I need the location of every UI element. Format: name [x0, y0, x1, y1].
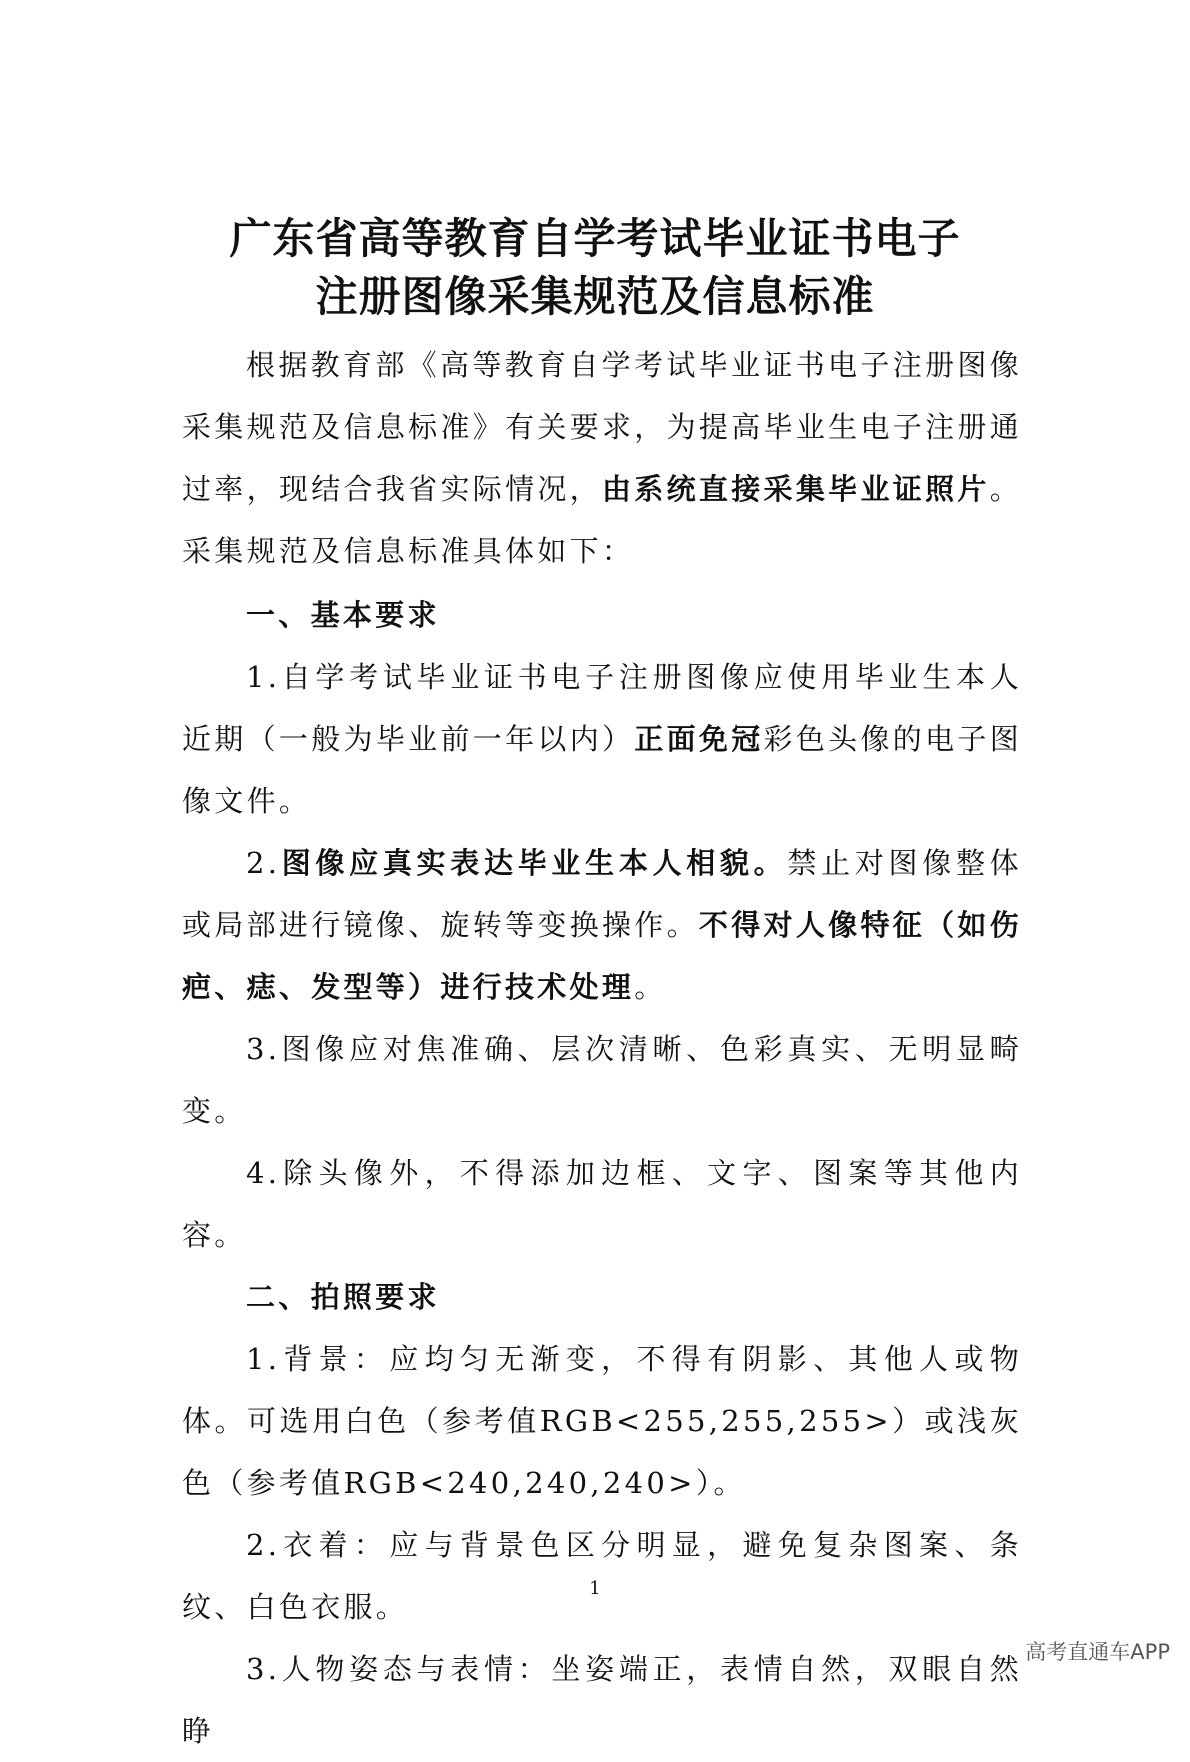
- intro-text-b: 。采集规范及信息标准具体如下：: [182, 472, 1022, 568]
- section-2-item-2: 2.衣着：应与背景色区分明显，避免复杂图案、条纹、白色衣服。: [182, 1528, 1022, 1624]
- intro-text-bold: 由系统直接采集毕业证照片: [602, 472, 990, 506]
- page-number: 1: [589, 1578, 601, 1599]
- section-1-item-2-prefix: 2.: [246, 846, 281, 880]
- section-2-item-3: 3.人物姿态与表情：坐姿端正，表情自然，双眼自然睁: [182, 1652, 1022, 1748]
- section-1-item-2-bold-1: 图像应真实表达毕业生本人相貌。: [280, 846, 788, 880]
- section-1-heading: 一、基本要求: [246, 598, 440, 632]
- section-1-item-4: 4.除头像外，不得添加边框、文字、图案等其他内容。: [182, 1156, 1022, 1252]
- watermark-text: 高考直通车APP: [1025, 1640, 1170, 1664]
- section-1-item-1-b: 彩色头像的电子图像文件。: [182, 722, 1022, 818]
- section-1-item-1-bold: 正面免冠: [634, 722, 764, 756]
- document-body: [182, 334, 1022, 1762]
- document-title-line-2: 注册图像采集规范及信息标准: [315, 272, 875, 321]
- section-1-item-3: 3.图像应对焦准确、层次清晰、色彩真实、无明显畸变。: [182, 1032, 1022, 1128]
- section-1-item-2: [182, 832, 1022, 1018]
- section-1-item-2-mid: 禁止对图像整体或局部进行镜像、旋转等变换操作。: [182, 846, 1022, 942]
- section-2-item-1: 1.背景：应均匀无渐变，不得有阴影、其他人或物体。可选用白色（参考值RGB<255,255,255>）或浅灰色（参考值RGB<240,240,240>）。: [182, 1342, 1022, 1500]
- section-1-item-1: [182, 646, 1022, 832]
- document-title-line-1: 广东省高等教育自学考试毕业证书电子: [229, 214, 961, 263]
- section-1-item-2-end: 。: [634, 970, 667, 1004]
- intro-paragraph: [182, 334, 1022, 582]
- section-1-item-1-a: 1.自学考试毕业证书电子注册图像应使用毕业生本人近期（一般为毕业前一年以内）: [182, 660, 1022, 756]
- section-2-heading: 二、拍照要求: [246, 1280, 440, 1314]
- intro-text-a: 根据教育部《高等教育自学考试毕业证书电子注册图像采集规范及信息标准》有关要求，为提高毕业生电子注册通过率，现结合我省实际情况，: [182, 348, 1022, 506]
- section-1-item-2-bold-2: 不得对人像特征（如伤疤、痣、发型等）进行技术处理: [182, 908, 1022, 1004]
